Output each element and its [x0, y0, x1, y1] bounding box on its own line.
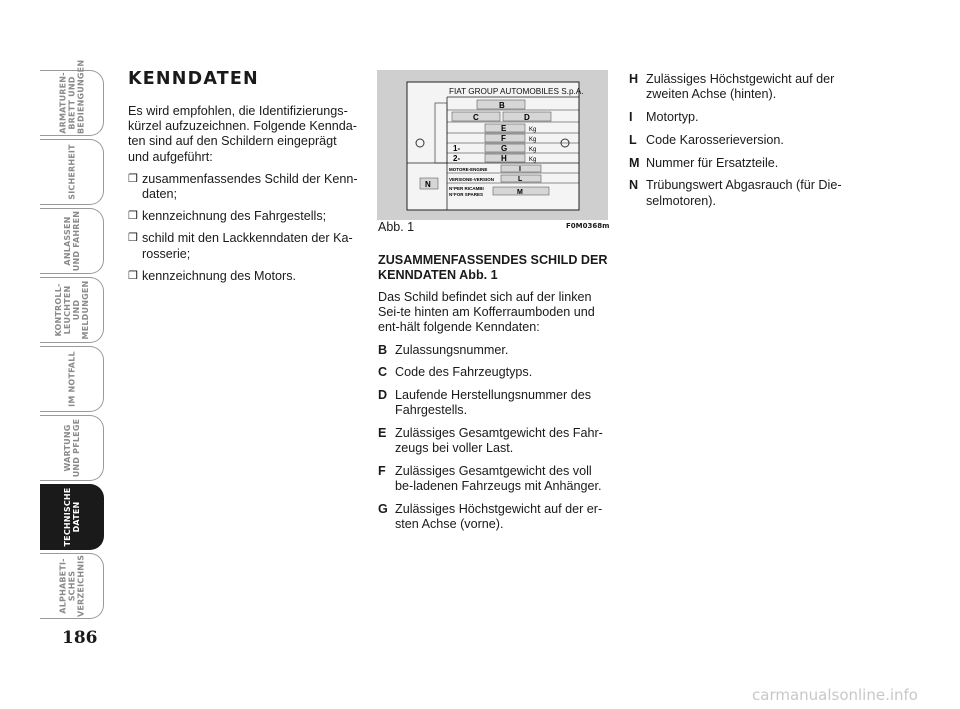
checkbox-bullet-icon: ❒: [128, 269, 138, 282]
tab-im-notfall[interactable]: IM NOTFALL: [40, 346, 104, 412]
list-item: F Zulässiges Gesamtgewicht des voll be-ladenen Fahrzeugs mit Anhänger.: [378, 464, 602, 494]
plate-field-h: H: [501, 154, 507, 163]
list-item: E Zulässiges Gesamtgewicht des Fahr-zeugs bei voller Last.: [378, 426, 603, 456]
kg-label: Kg: [529, 147, 537, 153]
checkbox-bullet-icon: ❒: [128, 232, 138, 245]
page-number: 186: [62, 628, 98, 648]
tab-wartung[interactable]: WARTUNG UND PFLEGE: [40, 415, 104, 481]
bullet-item: ❒ kennzeichnung des Fahrgestells;: [128, 209, 327, 224]
list-item: D Laufende Herstellungsnummer des Fahrgestells.: [378, 388, 592, 418]
axle-row-1: 1-: [453, 144, 461, 153]
plate-field-m: M: [517, 189, 523, 196]
section-heading: ZUSAMMENFASSENDES SCHILD DER KENNDATEN Abb. 1: [378, 253, 608, 282]
middle-column: [378, 253, 608, 540]
tab-armaturenbrett[interactable]: ARMATUREN- BRETT UND BEDIENGUNGEN: [40, 70, 104, 136]
versione-label: VERSIONE-VERSION: [449, 177, 495, 182]
bullet-item: ❒ zusammenfassendes Schild der Kenn-daten;: [128, 171, 358, 202]
list-item: B Zulassungsnummer.: [378, 342, 509, 357]
plate-field-g: G: [501, 144, 508, 153]
page-title: KENNDATEN: [128, 69, 259, 89]
plate-field-f: F: [501, 134, 506, 143]
left-column: [128, 104, 360, 291]
axle-row-2: 2-: [453, 154, 461, 163]
list-item: C Code des Fahrzeugtyps.: [378, 365, 533, 380]
tab-anlassen[interactable]: ANLASSEN UND FAHREN: [40, 208, 104, 274]
plate-field-b: B: [499, 101, 505, 110]
ricambi-label-2: N°FOR SPARES: [449, 192, 483, 197]
tab-technische-daten[interactable]: TECHNISCHE DATEN: [40, 484, 104, 550]
tab-sicherheit[interactable]: SICHERHEIT: [40, 139, 104, 205]
right-column: [629, 72, 859, 216]
plate-header: FIAT GROUP AUTOMOBILES S.p.A.: [449, 87, 584, 96]
kg-label: Kg: [529, 157, 537, 163]
bullet-item: ❒ kennzeichnung des Motors.: [128, 268, 297, 283]
plate-field-i: I: [519, 166, 521, 173]
plate-field-n: N: [425, 180, 431, 189]
id-plate-illustration: [377, 70, 608, 220]
list-item: H Zulässiges Höchstgewicht auf der zweiten Achse (hinten).: [629, 72, 835, 102]
list-item: G Zulässiges Höchstgewicht auf der er-sten Achse (vorne).: [378, 502, 603, 532]
kg-label: Kg: [529, 127, 537, 133]
plate-field-c: C: [473, 113, 479, 122]
bullet-item: ❒ schild mit den Lackkenndaten der Ka-rosserie;: [128, 231, 353, 261]
list-item: N Trübungswert Abgasrauch (für Die-selmotoren).: [629, 178, 842, 208]
motore-label: MOTORE-ENGINE: [449, 167, 488, 172]
list-item: M Nummer für Ersatzteile.: [629, 155, 779, 170]
figure-caption: Abb. 1: [378, 220, 415, 234]
checkbox-bullet-icon: ❒: [128, 210, 138, 223]
plate-field-d: D: [524, 113, 530, 122]
list-item: I Motortyp.: [629, 110, 699, 124]
checkbox-bullet-icon: ❒: [128, 172, 138, 185]
tab-verzeichnis[interactable]: ALPHABETI- SCHES VERZEICHNIS: [40, 553, 104, 619]
kg-label: Kg: [529, 137, 537, 143]
figure-code: F0M0368m: [566, 222, 610, 230]
ricambi-label-1: N°PER RICAMBI: [449, 186, 484, 191]
list-item: L Code Karosserieversion.: [629, 132, 784, 147]
intro-text: Es wird empfohlen, die Identifizierungs-kürzel aufzuzeichnen. Folgende Kennda-ten sind auf den Schildern eingeprägt und aufgeführt:: [128, 104, 357, 164]
id-plate-figure: [377, 70, 608, 220]
plate-field-e: E: [501, 124, 507, 133]
watermark: carmanualsonline.info: [752, 686, 918, 704]
plate-field-l: L: [518, 176, 523, 183]
section-intro: Das Schild befindet sich auf der linken Sei-te hinten am Kofferraumboden und ent-hält folgende Kenndaten:: [378, 290, 595, 335]
tab-kontrollleuchten[interactable]: KONTROLL- LEUCHTEN UND MELDUNGEN: [40, 277, 104, 343]
